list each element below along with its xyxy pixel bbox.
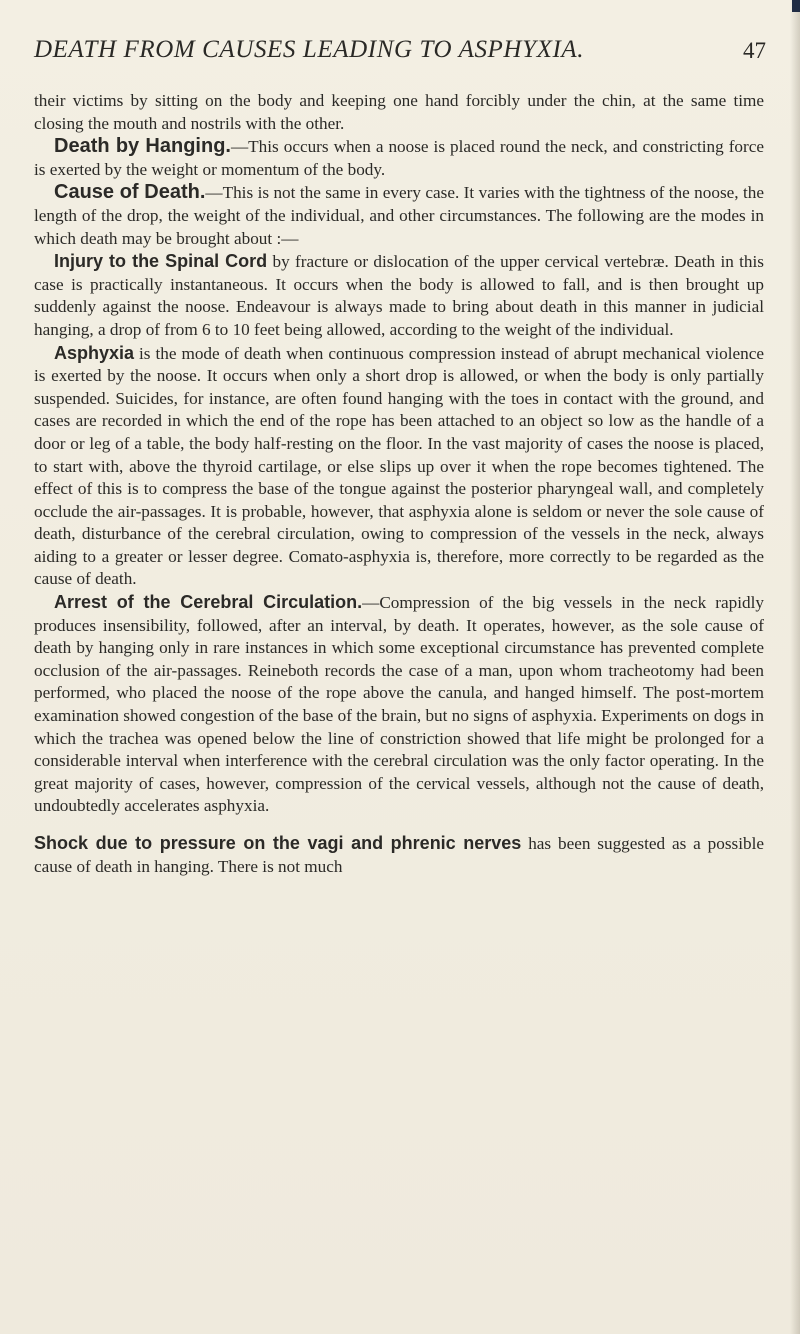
running-title: DEATH FROM CAUSES LEADING TO ASPHYXIA. bbox=[34, 36, 585, 63]
paragraph-cause-of-death bbox=[34, 181, 764, 250]
section-heading-death-by-hanging: Death by Hanging. bbox=[54, 135, 231, 158]
paragraph-text: has been suggested as a possible cause of death in hanging. There is not much bbox=[34, 834, 764, 876]
paragraph-text: by fracture or dislocation of the upper cervical vertebræ. Death in this case is practically instantaneous. It occurs when the body is allowed to fall, and is then brought up suddenly against the noose. Endeavour is always made to bring about death in this manner in judicial hanging, a drop of from 6 to 10 feet being allowed, according to the weight of the individual. bbox=[34, 252, 764, 339]
paragraph-text: is the mode of death when continuous compression instead of abrupt mechanical violence is exerted by the noose. It occurs when only a short drop is allowed, or when the body is only partially suspended. Suicides, for instance, are often found hanging with the toes in contact with the ground, and cases are recorded in which the end of the rope has been attached to an object so low as the handle of a door or leg of a table, the body half-resting on the floor. In the vast majority of cases the noose is placed, to start with, above the thyroid cartilage, or else slips up over it when the rope becomes tightened. The effect of this is to compress the base of the tongue against the posterior pharyngeal wall, and completely occlude the air-passages. It is probable, however, that asphyxia alone is seldom or never the sole cause of death, disturbance of the cerebral circulation, owing to compression of the vessels in the neck, always aiding to a greater or lesser degree. Comato-asphyxia is, therefore, more correctly to be regarded as the cause of death. bbox=[34, 343, 764, 589]
page-number: 47 bbox=[743, 38, 766, 63]
paragraph-text: their victims by sitting on the body and keeping one hand forcibly under the chin, at the same time closing the mouth and nostrils with the other. bbox=[34, 91, 764, 133]
corner-mark bbox=[792, 0, 800, 12]
paragraph-spinal-cord bbox=[34, 250, 764, 341]
paragraph-text: —This occurs when a noose is placed round the neck, and constricting force is exerted by the weight or momentum of the body. bbox=[34, 137, 764, 179]
section-heading-asphyxia: Asphyxia bbox=[54, 342, 135, 363]
paragraph-text: —Compression of the big vessels in the neck rapidly produces insensibility, followed, after an interval, by death. It operates, however, as the sole cause of death by hanging only in rare instances in which some exceptional circumstance has prevented complete occlusion of the air-passages. Reineboth records the case of a man, upon whom tracheotomy had been performed, who placed the noose of the rope above the canula, and hanged himself. The post-mortem examination showed congestion of the base of the brain, but no signs of asphyxia. Experiments on dogs in which the trachea was opened below the line of constriction showed that life might be prolonged for a considerable interval when interference with the cerebral circulation was the only factor operating. In the great majority of cases, however, compression of the cervical vessels, although not the cause of death, undoubtedly accelerates asphyxia. bbox=[34, 593, 764, 816]
paragraph-continuation bbox=[34, 90, 764, 135]
section-heading-shock: Shock due to pressure on the vagi and phrenic nerves bbox=[34, 833, 522, 853]
page-header bbox=[34, 36, 766, 76]
body-text bbox=[34, 90, 764, 878]
paragraph-cerebral-circulation bbox=[34, 591, 764, 818]
paragraph-death-by-hanging bbox=[34, 135, 764, 181]
paragraph-asphyxia bbox=[34, 342, 764, 592]
section-heading-spinal-cord: Injury to the Spinal Cord bbox=[54, 251, 268, 272]
section-heading-cerebral-circulation: Arrest of the Cerebral Circulation. bbox=[54, 592, 363, 613]
page-edge-shadow bbox=[790, 0, 800, 1334]
paragraph-shock bbox=[34, 832, 764, 878]
section-heading-cause-of-death: Cause of Death. bbox=[54, 181, 206, 204]
paragraph-text: —This is not the same in every case. It varies with the tightness of the noose, the length of the drop, the weight of the individual, and other circumstances. The following are the modes in which death may be brought about :— bbox=[34, 183, 764, 248]
